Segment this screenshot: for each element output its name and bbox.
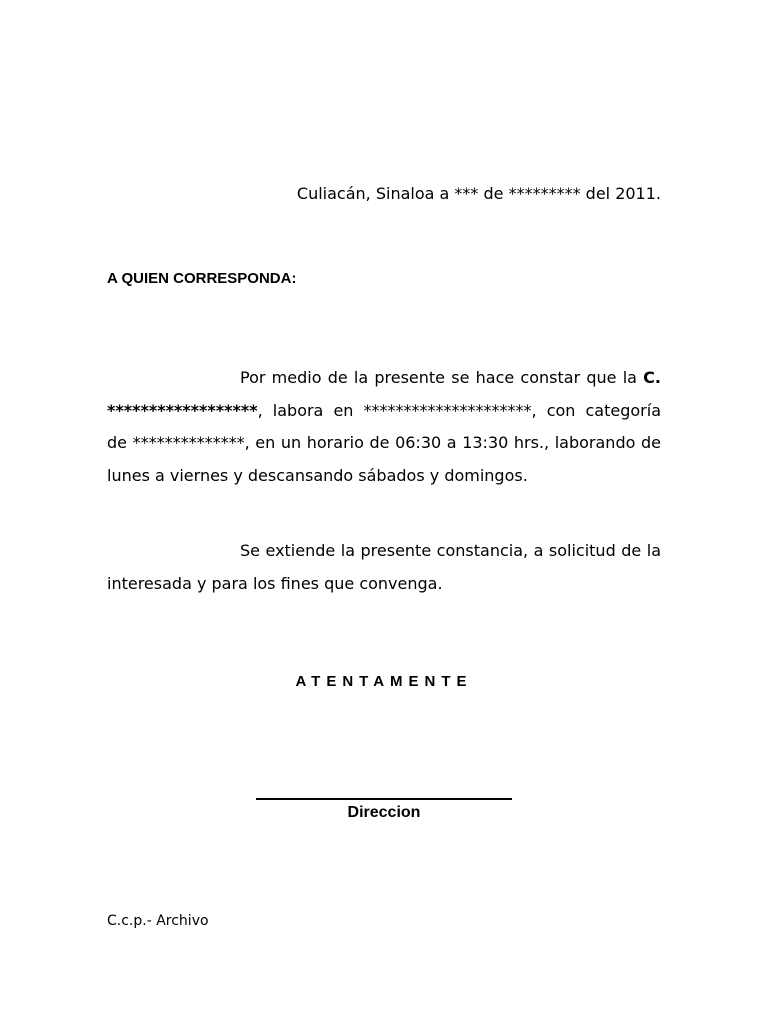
paragraph2-text: Se extiende la presente constancia, a solicitud de la interesada y para los fines que convenga. (107, 541, 661, 593)
signer-title: Direccion (347, 804, 421, 821)
paragraph1-rest: , labora en *********************, con categoría de **************, en un horario de 06:30 a 13:30 hrs., laborando de lunes a viernes y descansando sábados y domingos. (107, 400, 661, 485)
closing-atentamente: ATENTAMENTE (295, 673, 473, 690)
carbon-copy-note: C.c.p.- Archivo (107, 913, 209, 929)
signature-line (256, 798, 512, 800)
date-line: Culiacán, Sinaloa a *** de ********* del 2011. (296, 184, 661, 203)
paragraph-closing-statement (107, 535, 661, 600)
paragraph-body (107, 362, 661, 492)
paragraph1-intro: Por medio de la presente se hace constar que la (240, 368, 644, 387)
employee-name: C. ****************** (107, 368, 661, 420)
salutation: A QUIEN CORRESPONDA: (107, 270, 297, 287)
